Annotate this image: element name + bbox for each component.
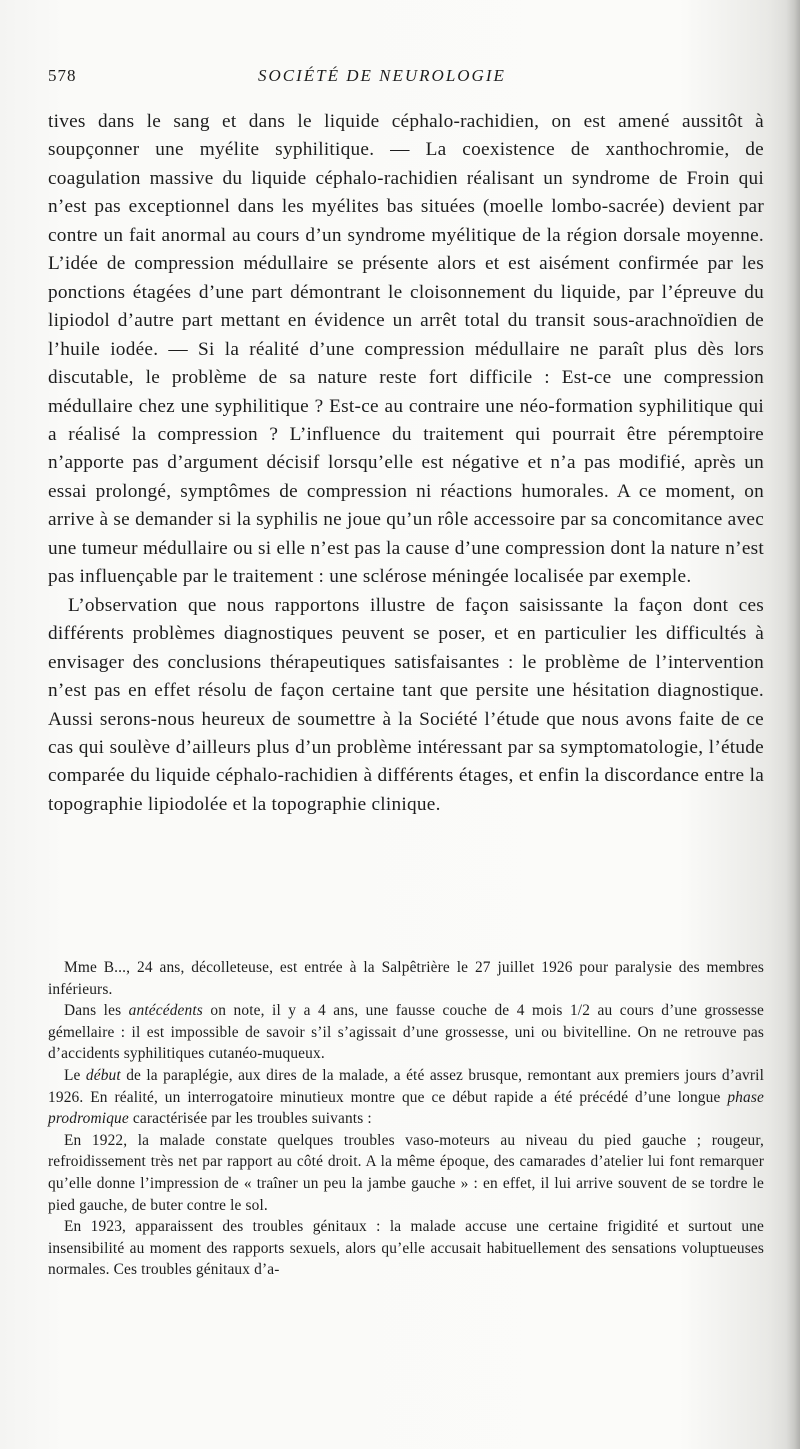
observation-text: Dans les	[64, 1002, 129, 1020]
observation-text: Le	[64, 1066, 86, 1084]
observation-paragraph-5: En 1923, apparaissent des troubles génitaux : la malade accuse une certaine frigidité et surtout une insensibilité au moment des rapports sexuels, alors qu’elle accusait habituellement des sensations voluptueuses normales. Ces troubles génitaux d’a-	[48, 1218, 764, 1279]
observation-paragraph-3	[48, 1065, 764, 1130]
observation-text: de la paraplégie, aux dires de la malade, a été assez brusque, remontant aux premiers jours d’avril 1926. En réalité, un interrogatoire minutieux montre que ce début rapide a été précédé d’une longue	[48, 1066, 764, 1106]
observation-paragraph-2	[48, 1000, 764, 1065]
page-number: 578	[48, 66, 77, 85]
observation-paragraph-4: En 1922, la malade constate quelques troubles vaso-moteurs au niveau du pied gauche ; rougeur, refroidissement très net par rapport au côté droit. A la même époque, des camarades d’atelier lui font remarquer qu’elle donne l’impression de « traîner un peu la jambe gauche » : en effet, il lui arrive souvent de se tordre le pied gauche, de buter contre le sol.	[48, 1131, 764, 1214]
observation-italic-phase: phase prodromique	[48, 1088, 764, 1128]
main-text	[48, 108, 764, 819]
observation-text: caractérisée par les troubles suivants :	[128, 1110, 372, 1128]
observation-paragraph-1: Mme B..., 24 ans, décolleteuse, est entrée à la Salpêtrière le 27 juillet 1926 pour paralysie des membres inférieurs.	[48, 959, 764, 998]
observation-italic-antecedents: antécédents	[128, 1002, 203, 1020]
observation-italic-debut: début	[85, 1066, 121, 1084]
main-paragraph-1: tives dans le sang et dans le liquide céphalo-rachidien, on est amené aussitôt à soupçonner une myélite syphilitique. — La coexistence de xanthochromie, de coagulation massive du liquide céphalo-rachidien réalisant un syndrome de Froin qui n’est pas exceptionnel dans les myélites bas situées (moelle lombo-sacrée) devient par contre un fait anormal au cours d’un syndrome myélitique de la région dorsale moyenne. L’idée de compression médullaire se présente alors et est aisément confirmée par les ponctions étagées d’une part démontrant le cloisonnement du liquide, par l’épreuve du lipiodol d’autre part mettant en évidence un arrêt total du transit sous-arachnoïdien de l’huile iodée. — Si la réalité d’une compression médullaire ne paraît plus dès lors discutable, le problème de sa nature reste fort difficile : Est-ce une compression médullaire chez une syphilitique ? Est-ce au contraire une néo-formation syphilitique qui a réalisé la compression ? L’influence du traitement qui pourrait être péremptoire n’apporte pas d’argument décisif lorsqu’elle est négative et n’a pas modifié, après un essai prolongé, symptômes de compression ni réactions humorales. A ce moment, on arrive à se demander si la syphilis ne joue qu’un rôle accessoire par sa concomitance avec une tumeur médullaire ou si elle n’est pas la cause d’une compression dont la nature n’est pas influençable par le traitement : une sclérose méningée localisée par exemple.	[48, 111, 764, 588]
main-paragraph-2: L’observation que nous rapportons illustre de façon saisissante la façon dont ces différents problèmes diagnostiques peuvent se poser, et en particulier les difficultés à envisager des conclusions thérapeutiques satisfaisantes : le problème de l’intervention n’est pas en effet résolu de façon certaine tant que persite une hésitation diagnostique. Aussi serons-nous heureux de soumettre à la Société l’étude que nous avons faite de ce cas qui soulève d’ailleurs plus d’un problème intéressant par sa symptomatologie, l’étude comparée du liquide céphalo-rachidien à différents étages, et enfin la discordance entre la topographie lipiodolée et la topographie clinique.	[48, 594, 764, 815]
page-header	[48, 66, 752, 92]
page-edge-shadow	[786, 0, 800, 1449]
running-title: SOCIÉTÉ DE NEUROLOGIE	[258, 66, 506, 85]
case-observation	[48, 957, 764, 1281]
observation-text: on note, il y a 4 ans, une fausse couche de 4 mois 1/2 au cours d’une grossesse gémellaire : il est impossible de savoir s’il s’agissait d’une grossesse, uni ou bivitelline. On ne retrouve pas d’accidents syphilitiques cutanéo-muqueux.	[48, 1002, 764, 1063]
